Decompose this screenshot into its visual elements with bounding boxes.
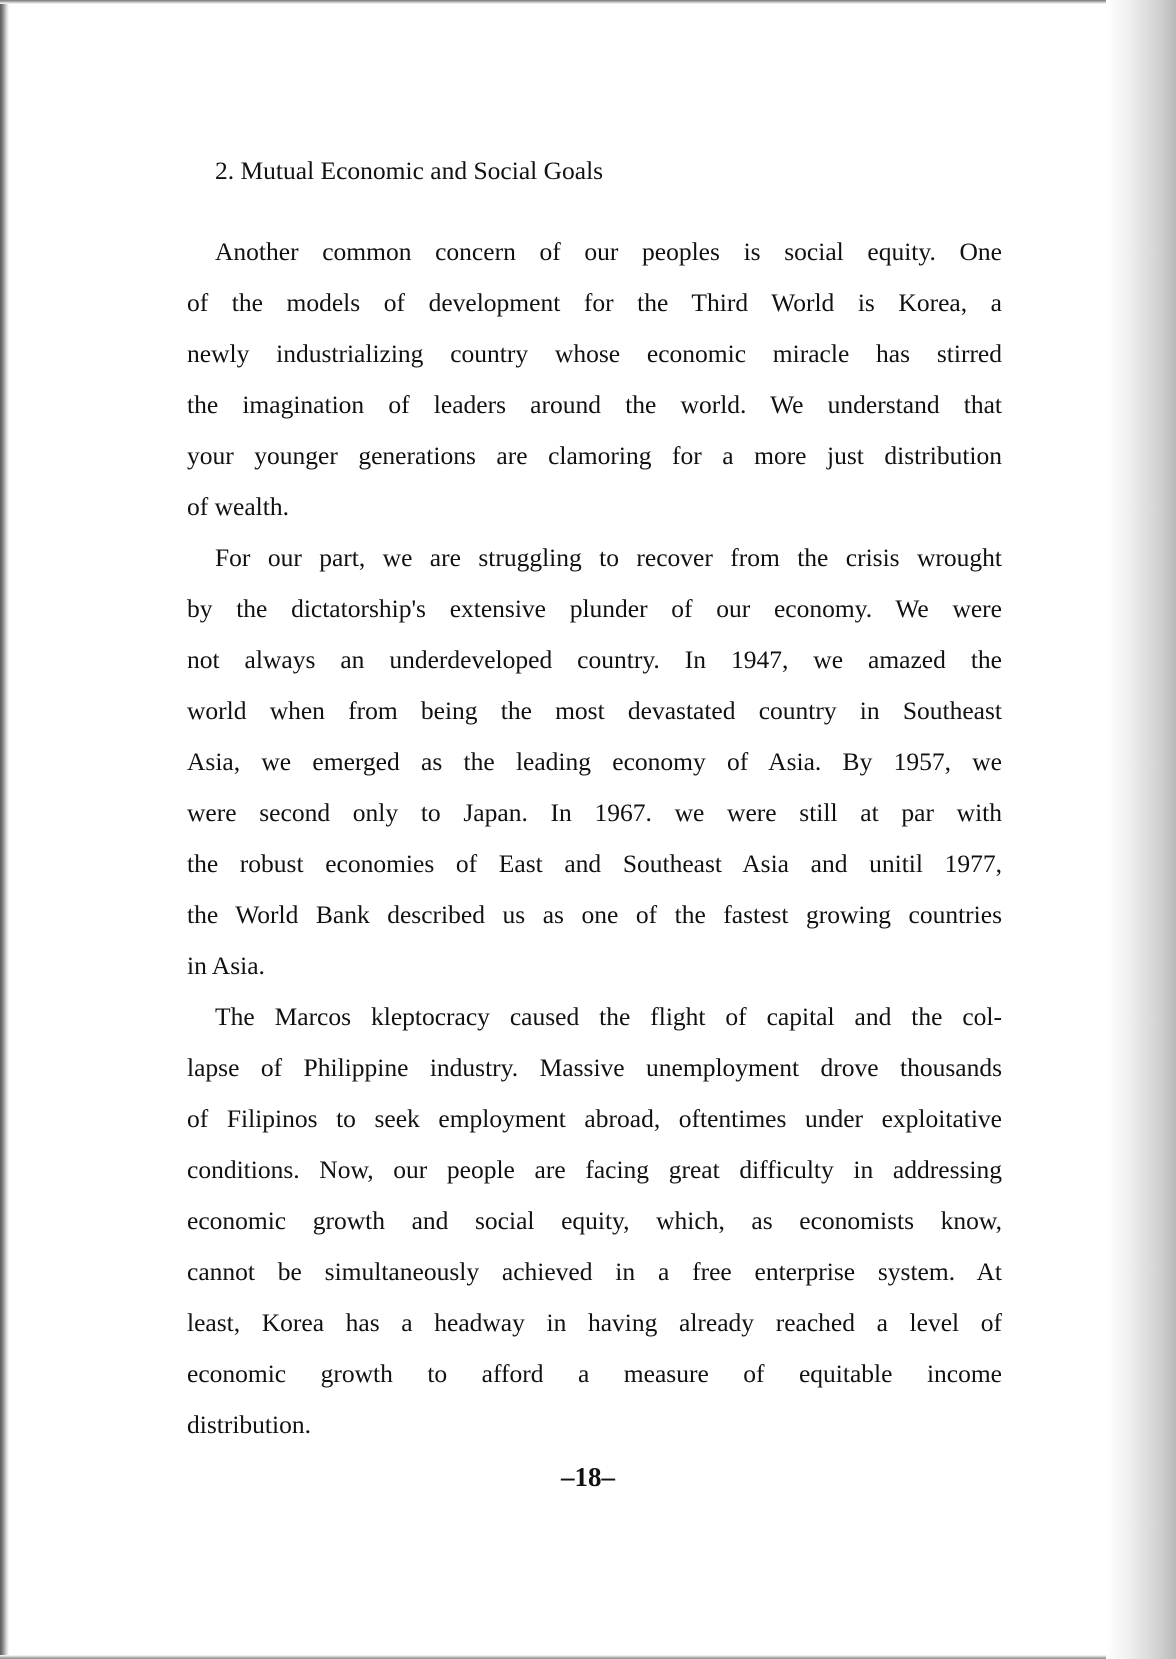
text-line: in Asia. (187, 951, 265, 980)
text-line: world when from being the most devastated country in Southeast (187, 696, 1002, 725)
paragraph-kleptocracy (187, 991, 1002, 1450)
text-line: your younger generations are clamoring for a more just distribution (187, 441, 1002, 470)
page-top-edge (0, 0, 1176, 4)
text-line: newly industrializing country whose economic miracle has stirred (187, 339, 1002, 368)
text-line: were second only to Japan. In 1967. we were still at par with (187, 798, 1002, 827)
paragraph-economic-history (187, 532, 1002, 991)
page-left-edge (0, 0, 9, 1659)
text-line: of wealth. (187, 492, 289, 521)
text-line: of Filipinos to seek employment abroad, oftentimes under exploitative (187, 1104, 1002, 1133)
text-line: economic growth to afford a measure of equitable income (187, 1359, 1002, 1388)
text-line: economic growth and social equity, which, as economists know, (187, 1206, 1002, 1235)
page-right-shadow (1106, 0, 1176, 1659)
section-heading: 2. Mutual Economic and Social Goals (215, 156, 604, 185)
page-number: –18– (561, 1462, 615, 1492)
text-line: the robust economies of East and Southeast Asia and unitil 1977, (187, 849, 1002, 878)
text-line: not always an underdeveloped country. In 1947, we amazed the (187, 645, 1002, 674)
text-line: conditions. Now, our people are facing great difficulty in addressing (187, 1155, 1002, 1184)
text-line: the World Bank described us as one of the fastest growing countries (187, 900, 1002, 929)
text-line: least, Korea has a headway in having already reached a level of (187, 1308, 1002, 1337)
text-line: For our part, we are struggling to recover from the crisis wrought (215, 543, 1002, 572)
text-line: Another common concern of our peoples is social equity. One (215, 237, 1002, 266)
page-bottom-edge (0, 1655, 1176, 1659)
page-body (187, 150, 1002, 1450)
text-line: distribution. (187, 1410, 311, 1439)
paragraph-social-equity (187, 226, 1002, 532)
text-line: the imagination of leaders around the world. We understand that (187, 390, 1002, 419)
text-line: of the models of development for the Third World is Korea, a (187, 288, 1002, 317)
text-line: lapse of Philippine industry. Massive unemployment drove thousands (187, 1053, 1002, 1082)
text-line: The Marcos kleptocracy caused the flight of capital and the col- (215, 1002, 1002, 1031)
text-line: Asia, we emerged as the leading economy of Asia. By 1957, we (187, 747, 1002, 776)
text-line: by the dictatorship's extensive plunder of our economy. We were (187, 594, 1002, 623)
text-line: cannot be simultaneously achieved in a free enterprise system. At (187, 1257, 1002, 1286)
